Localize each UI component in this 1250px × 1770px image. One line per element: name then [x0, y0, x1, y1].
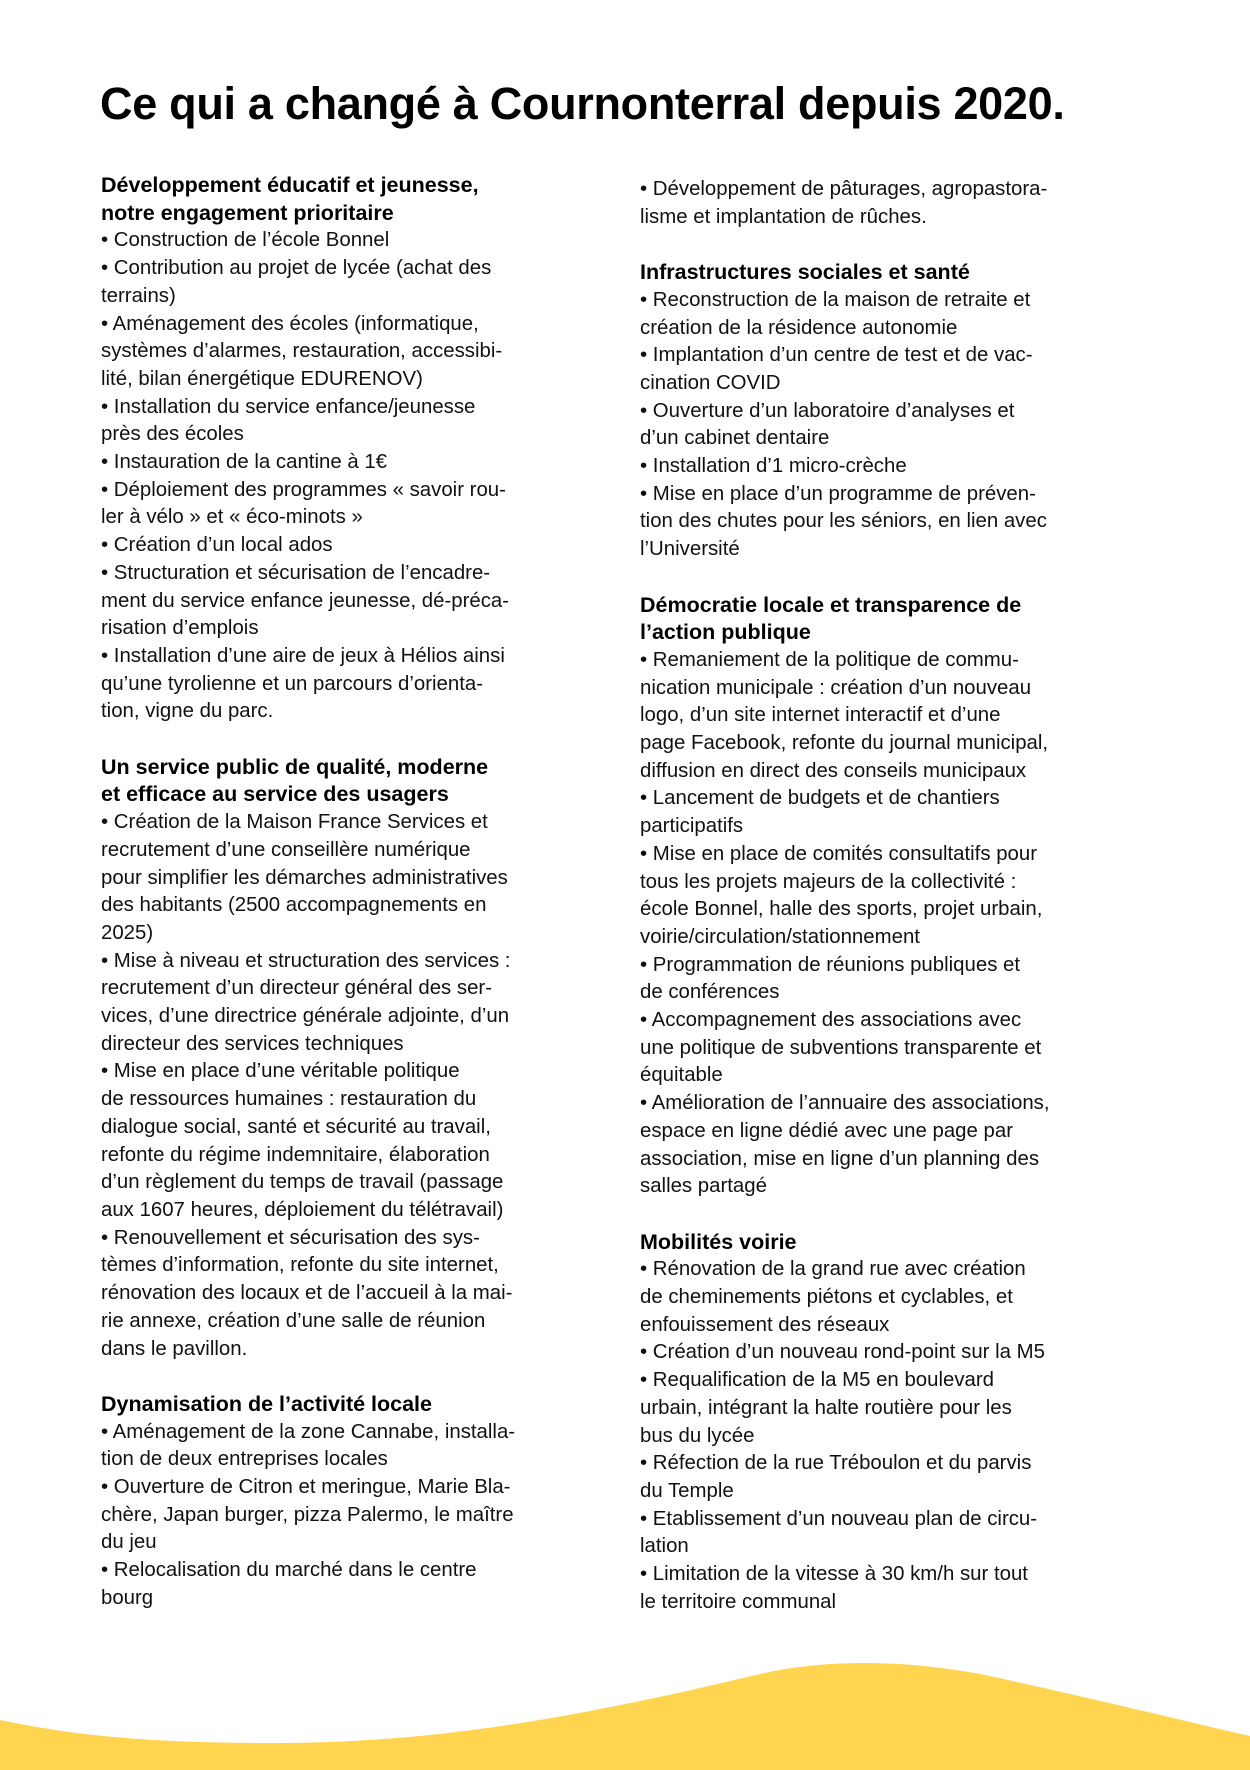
list-item: • Développement de pâturages, agropastora- lisme et implantation de rûches.: [640, 178, 1048, 228]
list-item: • Aménagement de la zone Cannabe, installa- tion de deux entreprises locales: [101, 1420, 516, 1471]
list-item: • Etablissement d’un nouveau plan de circu- lation: [640, 1507, 1038, 1558]
page-title: Ce qui a changé à Cournonterral depuis 2020.: [100, 78, 1065, 129]
list-item: • Ouverture d’un laboratoire d’analyses et d’un cabinet dentaire: [640, 399, 1015, 450]
list-item: • Installation d’une aire de jeux à Hélios ainsi qu’une tyrolienne et un parcours d’orienta- tion, vigne du parc.: [101, 644, 505, 723]
section-heading: Dynamisation de l’activité locale: [101, 1391, 432, 1416]
section: [101, 754, 621, 1363]
list-item: • Installation du service enfance/jeunesse près des écoles: [101, 395, 476, 446]
section: [640, 176, 1160, 231]
list-item: • Contribution au projet de lycée (achat des terrains): [101, 257, 492, 307]
list-item: • Renouvellement et sécurisation des sys- tèmes d’information, refonte du site internet, rénovation des locaux et de l’accueil à la mai- rie annexe, création d’une salle de réunion dans le pavillon.: [101, 1226, 513, 1360]
list-item: • Remaniement de la politique de commu- nication municipale : création d’un nouveau logo, d’un site internet interactif et d’une page Facebook, refonte du journal municipal, diffusion en direct des conseils municipaux: [640, 648, 1049, 782]
list-item: • Création d’un local ados: [101, 534, 333, 557]
list-item: • Mise en place d’une véritable politique de ressources humaines : restauration du dialogue social, santé et sécurité au travail, refonte du régime indemnitaire, élaboration d’un règlement du temps de travail (passage aux 1607 heures, déploiement du télétravail): [101, 1060, 504, 1221]
list-item: • Lancement de budgets et de chantiers participatifs: [640, 787, 1000, 838]
section: [640, 592, 1160, 1201]
list-item: • Installation d’1 micro-crèche: [640, 455, 907, 478]
section-heading: Mobilités voirie: [640, 1229, 797, 1254]
list-item: • Relocalisation du marché dans le centre bourg: [101, 1559, 477, 1609]
list-item: • Aménagement des écoles (informatique, systèmes d’alarmes, restauration, accessibi- lité, bilan énergétique EDURENOV): [101, 312, 503, 390]
list-item: • Programmation de réunions publiques et de conférences: [640, 953, 1021, 1004]
list-item: • Requalification de la M5 en boulevard urbain, intégrant la halte routière pour les bus du lycée: [640, 1369, 1012, 1447]
list-item: • Reconstruction de la maison de retraite et création de la résidence autonomie: [640, 288, 1031, 339]
list-item: • Amélioration de l’annuaire des associations, espace en ligne dédié avec une page par association, mise en ligne d’un planning des salles partagé: [640, 1092, 1050, 1198]
list-item: • Ouverture de Citron et meringue, Marie Bla- chère, Japan burger, pizza Palermo, le maître du jeu: [101, 1476, 514, 1554]
list-item: • Limitation de la vitesse à 30 km/h sur tout le territoire communal: [640, 1563, 1028, 1613]
list-item: • Construction de l’école Bonnel: [101, 229, 390, 252]
left-column: [101, 172, 621, 1640]
list-item: • Structuration et sécurisation de l’encadre- ment du service enfance jeunesse, dé-préca- risation d’emplois: [101, 561, 510, 640]
section: [101, 172, 621, 726]
list-item: • Rénovation de la grand rue avec création de cheminements piétons et cyclables, et enfouissement des réseaux: [640, 1258, 1026, 1336]
decorative-wave: [0, 1660, 1250, 1770]
section: [101, 1391, 621, 1613]
section: [640, 259, 1160, 564]
section: [640, 1229, 1160, 1617]
list-item: • Implantation d’un centre de test et de vac- cination COVID: [640, 344, 1033, 394]
list-item: • Mise en place d’un programme de préven- tion des chutes pour les séniors, en lien avec l’Université: [640, 482, 1047, 561]
list-item: • Mise à niveau et structuration des services : recrutement d’un directeur général des ser- vices, d’une directrice générale adjointe, d’un directeur des services techniques: [101, 949, 511, 1055]
section-heading: Développement éducatif et jeunesse, notre engagement prioritaire: [101, 173, 479, 225]
list-item: • Réfection de la rue Tréboulon et du parvis du Temple: [640, 1452, 1032, 1502]
list-item: • Création de la Maison France Services et recrutement d’une conseillère numérique pour simplifier les démarches administratives des habitants (2500 accompagnements en 2025): [101, 811, 508, 944]
wave-shape: [0, 1663, 1250, 1770]
list-item: • Accompagnement des associations avec une politique de subventions transparente et équitable: [640, 1009, 1042, 1087]
section-heading: Infrastructures sociales et santé: [640, 260, 970, 285]
list-item: • Mise en place de comités consultatifs pour tous les projets majeurs de la collectivité : école Bonnel, halle des sports, projet urbain, voirie/circulation/stationnement: [640, 842, 1043, 948]
list-item: • Déploiement des programmes « savoir rou- ler à vélo » et « éco-minots »: [101, 478, 506, 529]
list-item: • Instauration de la cantine à 1€: [101, 451, 388, 474]
right-column: [640, 176, 1160, 1644]
section-heading: Démocratie locale et transparence de l’action publique: [640, 592, 1022, 645]
section-heading: Un service public de qualité, moderne et efficace au service des usagers: [101, 754, 489, 807]
list-item: • Création d’un nouveau rond-point sur la M5: [640, 1341, 1045, 1364]
